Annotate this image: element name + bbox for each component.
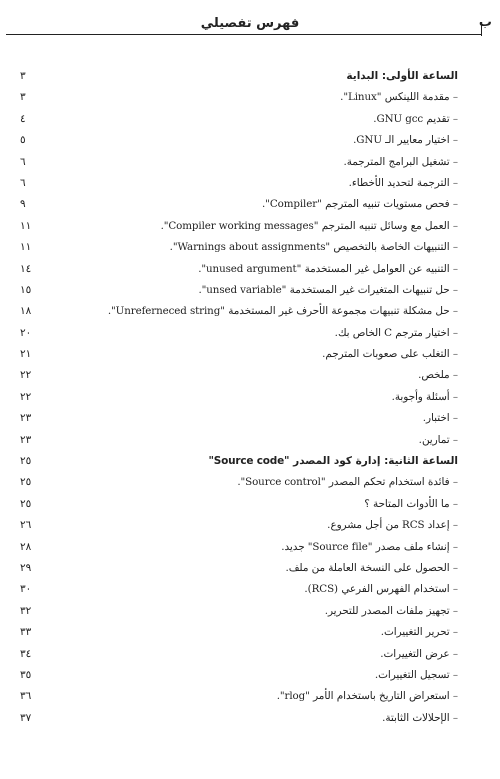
toc-entry xyxy=(0,89,500,110)
entry-title: – تمارين. xyxy=(419,434,458,446)
entry-title: – التنبيه عن العوامل غير المستخدمة "unused argument". xyxy=(198,263,458,275)
toc-entry xyxy=(0,581,500,602)
page-number: ٩ xyxy=(20,198,26,211)
entry-title: – إنشاء ملف مصدر "Source file" جديد. xyxy=(281,541,458,553)
page-letter: ب xyxy=(478,15,492,30)
toc-entry xyxy=(0,624,500,645)
toc-entry xyxy=(0,474,500,495)
toc-entry xyxy=(0,667,500,688)
toc-entry xyxy=(0,218,500,239)
toc-entry xyxy=(0,196,500,217)
page-number: ٣ xyxy=(20,70,26,82)
toc-entry xyxy=(0,517,500,538)
entry-title: – إعداد RCS من أجل مشروع. xyxy=(327,519,458,531)
entry-title: – مقدمة اللينكس "Linux". xyxy=(340,91,458,103)
entry-title: – التغلب على صعوبات المترجم. xyxy=(322,348,458,360)
page-number: ٦ xyxy=(20,176,26,189)
entry-title: – استخدام الفهرس الفرعي (RCS). xyxy=(304,583,458,595)
page-title: فهرس تفصيلي xyxy=(200,16,300,31)
toc-entry xyxy=(0,646,500,667)
table-of-contents xyxy=(0,68,500,731)
toc-entry xyxy=(0,111,500,132)
page-number: ٣ xyxy=(20,91,26,104)
toc-entry xyxy=(0,132,500,153)
toc-entry xyxy=(0,432,500,453)
entry-title: – ما الأدوات المتاحة ؟ xyxy=(364,498,458,510)
entry-title: – اختبار. xyxy=(423,412,458,424)
page-number: ٣٥ xyxy=(20,668,32,681)
page-number: ٢٢ xyxy=(20,369,32,382)
toc-entry xyxy=(0,496,500,517)
toc-section-heading xyxy=(0,68,500,89)
page-number: ٢٠ xyxy=(20,326,32,339)
page-number: ٢٥ xyxy=(20,497,32,510)
page-number: ٢٥ xyxy=(20,476,32,489)
page-number: ٦ xyxy=(20,155,26,168)
toc-section-heading xyxy=(0,453,500,474)
page-number: ٣٧ xyxy=(20,711,32,724)
page-number: ١١ xyxy=(20,219,32,232)
toc-entry xyxy=(0,154,500,175)
toc-entry xyxy=(0,688,500,709)
entry-title: – الإحلالات الثابتة. xyxy=(382,712,458,724)
entry-title: – حل مشكلة تنبيهات مجموعة الأحرف غير المستخدمة "Unreferneced string". xyxy=(108,305,458,317)
page-number: ١١ xyxy=(20,241,32,254)
section-title: الساعة الثانية: إدارة كود المصدر "Source code" xyxy=(208,455,458,468)
entry-title: – اختيار مترجم C الخاص بك. xyxy=(335,327,458,339)
page-number: ٣٤ xyxy=(20,647,32,660)
page-number: ٢١ xyxy=(20,348,32,361)
page-number: ٥ xyxy=(20,134,26,147)
toc-entry xyxy=(0,710,500,731)
toc-entry xyxy=(0,175,500,196)
header-corner-rule xyxy=(481,22,482,36)
section-title: الساعة الأولى: البداية xyxy=(346,70,458,82)
page-number: ٣٦ xyxy=(20,690,32,703)
entry-title: – الحصول على النسخة العاملة من ملف. xyxy=(285,562,458,574)
page-number: ٢٣ xyxy=(20,412,32,425)
entry-title: – العمل مع وسائل تنبيه المترجم "Compiler working messages". xyxy=(161,220,458,232)
entry-title: – أسئلة وأجوبة. xyxy=(392,391,458,403)
page-number: ٢٢ xyxy=(20,390,32,403)
entry-title: – فائدة استخدام تحكم المصدر "Source control". xyxy=(237,476,458,488)
page-number: ١٨ xyxy=(20,305,32,318)
page-number: ٣٣ xyxy=(20,626,32,639)
page-number: ٢٥ xyxy=(20,455,32,468)
toc-entry xyxy=(0,603,500,624)
toc-entry xyxy=(0,539,500,560)
toc-entry xyxy=(0,282,500,303)
toc-entry xyxy=(0,410,500,431)
entry-title: – ملخص. xyxy=(418,369,458,381)
page-number: ٢٨ xyxy=(20,540,32,553)
page-number: ٤ xyxy=(20,112,26,125)
entry-title: – تقديم GNU gcc. xyxy=(373,113,458,125)
entry-title: – فحص مستويات تنبيه المترجم "Compiler". xyxy=(262,198,458,210)
entry-title: – تحرير التغييرات. xyxy=(381,626,458,638)
entry-title: – تسجيل التغييرات. xyxy=(375,669,458,681)
toc-entry xyxy=(0,389,500,410)
header-rule xyxy=(6,34,481,35)
entry-title: – التنبيهات الخاصة بالتخصيص "Warnings about assignments". xyxy=(170,241,458,253)
toc-entry xyxy=(0,367,500,388)
toc-entry xyxy=(0,560,500,581)
page-number: ١٥ xyxy=(20,283,32,296)
page-number: ٣٢ xyxy=(20,604,32,617)
entry-title: – استعراض التاريخ باستخدام الأمر "rlog". xyxy=(277,690,458,702)
toc-entry xyxy=(0,239,500,260)
page-number: ١٤ xyxy=(20,262,32,275)
entry-title: – عرض التغييرات. xyxy=(380,648,458,660)
page-number: ٢٣ xyxy=(20,433,32,446)
entry-title: – حل تنبيهات المتغيرات غير المستخدمة "unsed variable". xyxy=(198,284,458,296)
page-number: ٢٦ xyxy=(20,519,32,532)
toc-entry xyxy=(0,303,500,324)
page-number: ٣٠ xyxy=(20,583,32,596)
entry-title: – تجهيز ملفات المصدر للتحرير. xyxy=(325,605,458,617)
toc-entry xyxy=(0,261,500,282)
toc-entry xyxy=(0,325,500,346)
toc-entry xyxy=(0,346,500,367)
entry-title: – الترجمة لتحديد الأخطاء. xyxy=(349,177,458,189)
entry-title: – تشغيل البرامج المترجمة. xyxy=(343,156,458,168)
page-number: ٢٩ xyxy=(20,561,32,574)
entry-title: – اختيار معايير الـ GNU. xyxy=(353,134,458,146)
page-header xyxy=(0,0,500,44)
